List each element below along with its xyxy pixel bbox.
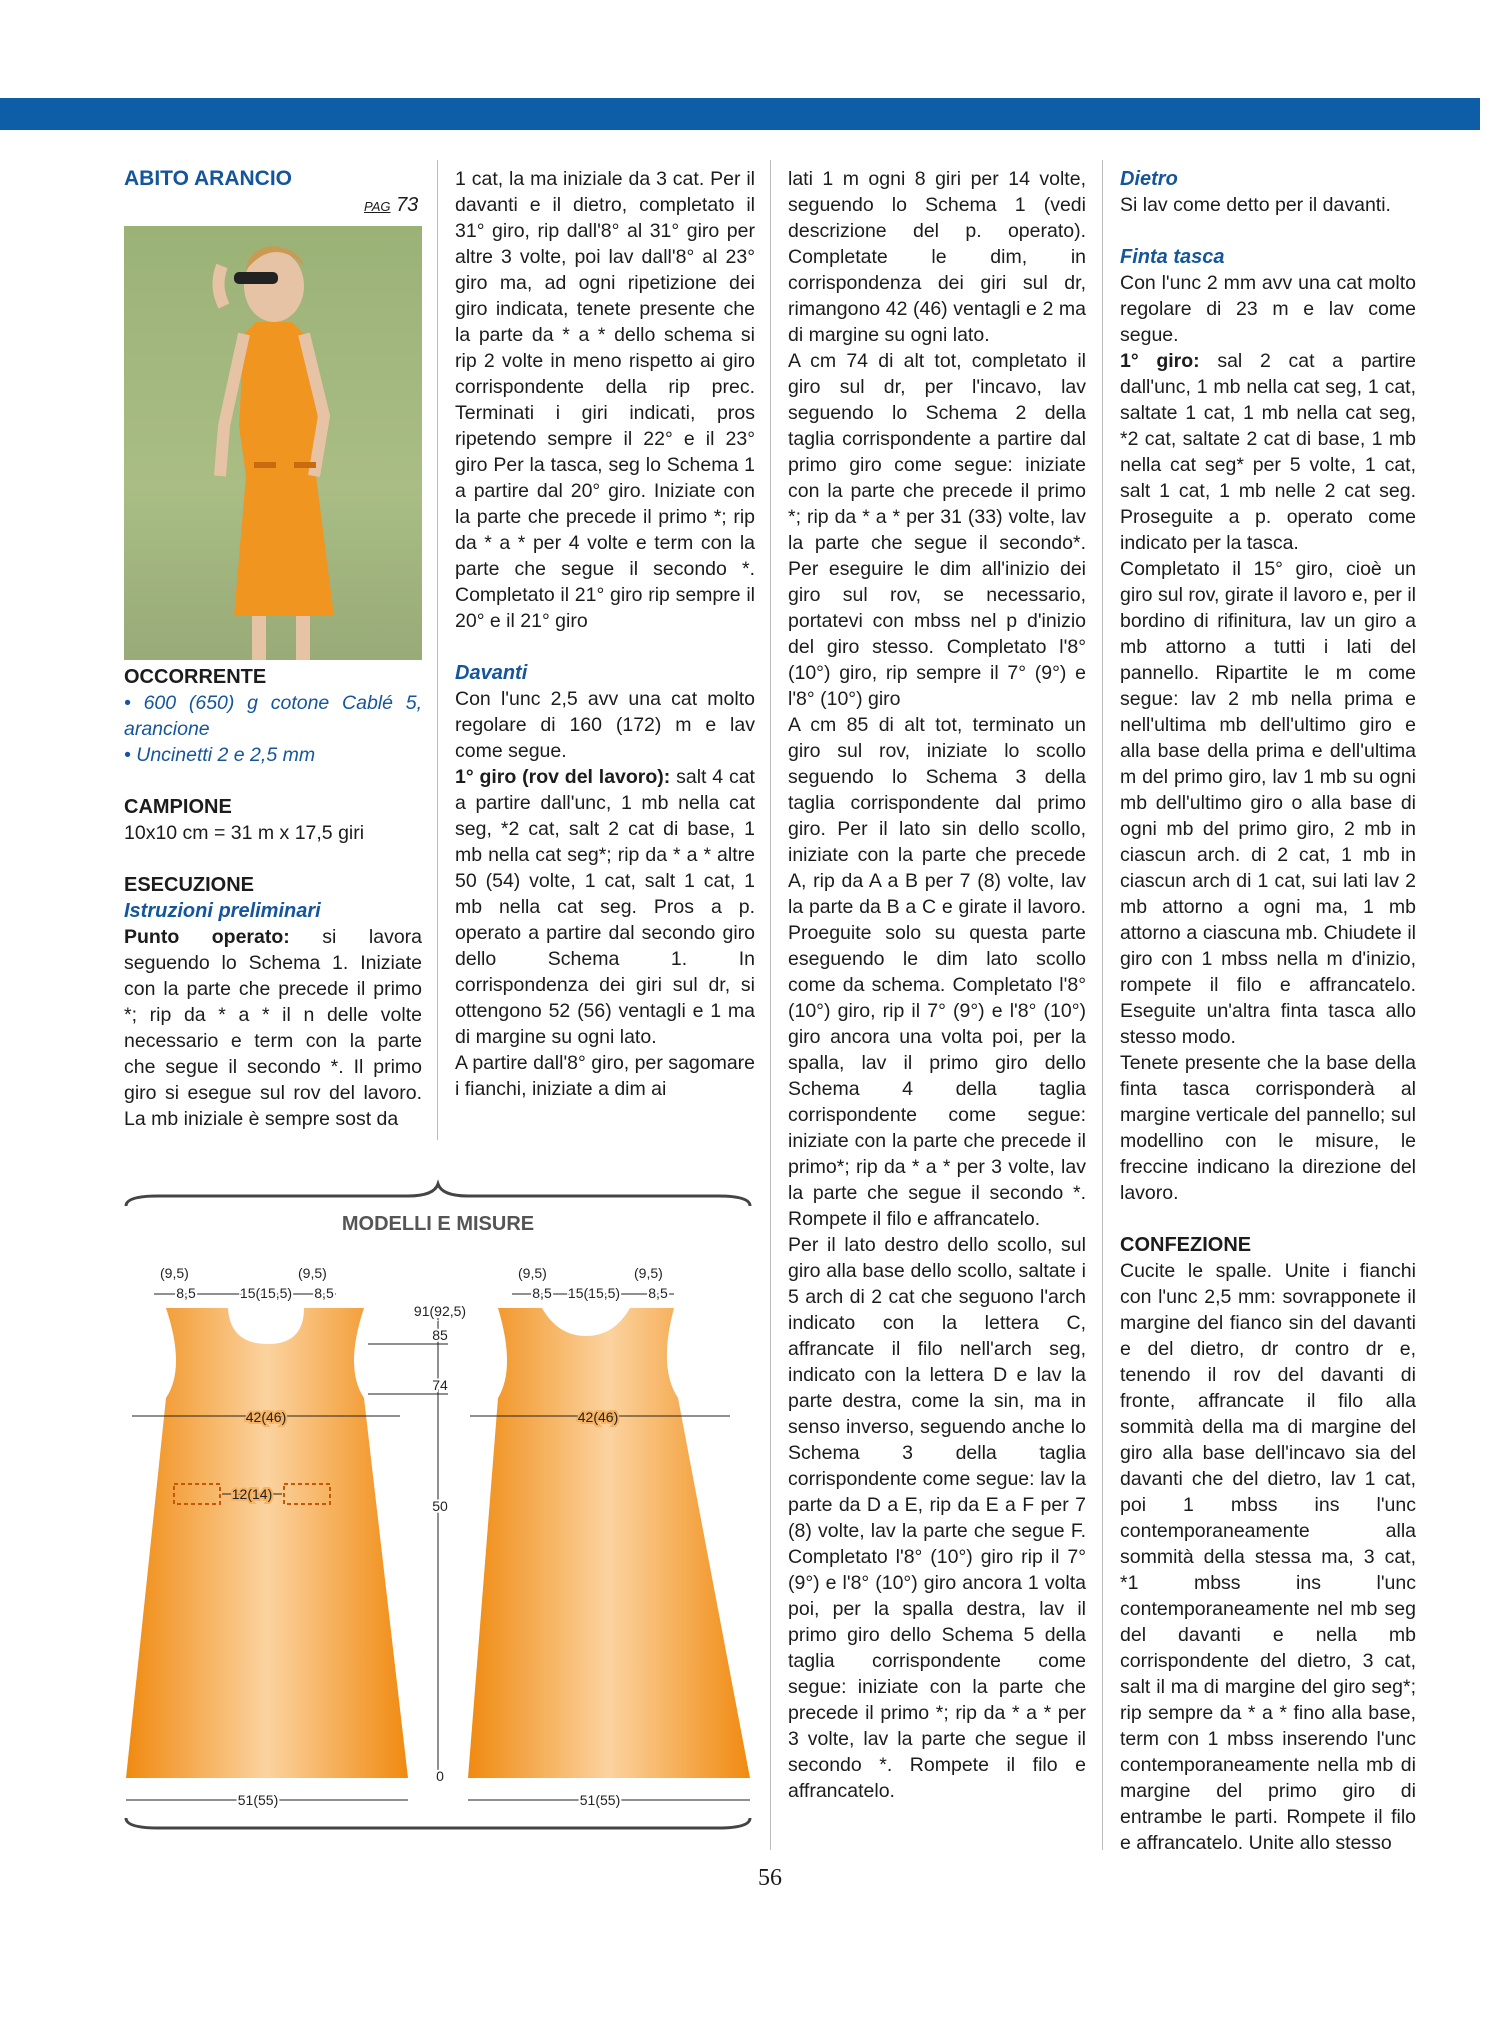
column-1-body (124, 664, 422, 1132)
diagram-title: MODELLI E MISURE (341, 1213, 535, 1235)
height-label: 74 (432, 1377, 448, 1393)
column-3 (788, 166, 1086, 1804)
paragraph: Con l'unc 2,5 avv una cat molto regolare di 160 (172) m e lav come segue. (455, 688, 755, 762)
front-piece-shape (126, 1308, 408, 1778)
hem-label: 51(55) (579, 1792, 621, 1808)
paragraph: 1° giro: sal 2 cat a partire dall'unc, 1 mb nella cat seg, 1 cat, saltate 1 cat, 1 mb nella cat seg, *2 cat, saltate 2 cat di base, 1 mb nella cat seg* per 5 volte, 1 cat, salt 1 cat, 1 mb nelle 2 cat seg. Proseguite a p. operato come indicato per la tasca. (1120, 350, 1416, 554)
top-label: (9,5) (160, 1265, 189, 1281)
page-reference: PAG 73 (364, 194, 419, 216)
shoulder-label: 8,5 (532, 1285, 552, 1301)
back-piece-shape (468, 1308, 750, 1778)
height-label: 0 (436, 1768, 444, 1784)
model-photo (124, 226, 422, 660)
paragraph: 1° giro (rov del lavoro): salt 4 cat a partire dall'unc, 1 mb nella cat seg, *2 cat, salt 2 cat di base, 1 mb nella cat seg*; rip da * a * altre 50 (54) volte, 1 cat, salt 1 cat, 1 mb nella cat seg. Pros a p. operato a partire dal secondo giro dello Schema 1. In corrispondenza dei giri sul dr, si ottengono 52 (56) ventagli e 1 ma di margine su ogni lato. (455, 766, 755, 1048)
paragraph: Completato il 15° giro, cioè un giro sul rov, girate il lavoro e, per il bordino di rifinitura, lav un giro a mb attorno a tutti i lati del pannello. Ripartite le m come segue: lav 2 mb nella prima e nell'ultima mb dell'ultimo giro e alla base della prima e dell'ultima m del primo giro, lav 1 mb su ogni mb dell'ultimo giro o alla base di ogni mb del primo giro, 2 mb in ciascun arch. di 2 cat, 1 mb in ciascun arch di 1 cat, sui lati lav 2 mb attorno a ogni ma, 1 mb attorno a ciascuna mb. Chiudete il giro con 1 mbss nella m d'inizio, rompete il filo e affrancatelo. Eseguite un'altra finta tasca allo stesso modo. (1120, 558, 1416, 1048)
width-mid-label: 42(46) (577, 1409, 619, 1425)
neck-label: 15(15,5) (239, 1285, 293, 1301)
header-band (0, 98, 1480, 130)
paragraph: Cucite le spalle. Unite i fianchi con l'unc 2,5 mm: sovrapponete il margine del fianco sin del davanti e del dietro, dr contro dr e, tenendo il rov del davanti di fronte, affrancate il filo alla sommità della ma di margine del giro alla base dell'incavo sia del davanti che del dietro, lav 1 cat, poi 1 mbss ins l'unc contemporaneamente alla sommità della stessa ma, 3 cat, *1 mbss ins l'unc contemporaneamente nel mb seg del davanti e nella mb corrispondente del dietro, 3 cat, salt il ma di margine del giro seg*; rip sempre da * a * fino alla base, term con 1 mbss inserendo l'unc contemporaneamente nella mb di margine del primo giro di entrambe le parti. Rompete il filo e affrancatelo. Unite allo stesso (1120, 1260, 1416, 1854)
column-divider (770, 160, 771, 1850)
paragraph: Per il lato destro dello scollo, sul giro alla base dello scollo, saltate i 5 arch di 2 cat che seguono l'arch indicato con la lettera C, affrancate il filo nell'arch seg, indicato con la lettera D e lav la parte destra, come la sin, ma in senso inverso, seguendo anche lo Schema 3 della taglia corrispondente come segue: lav la parte da D a E, rip da E a F per 7 (8) volte, lav la parte che segue F. Completato l'8° (10°) giro rip il 7° (9°) e l'8° (10°) giro ancora 1 volta poi, per la spalla destra, lav il primo giro dello Schema 5 della taglia corrispondente come segue: iniziate con la parte che precede il primo *; rip da * a * per 3 volte, lav la parte che segue il secondo *. Rompete il filo e affrancatelo. (788, 1234, 1086, 1802)
istruzioni-heading: Istruzioni preliminari (124, 900, 321, 922)
page-number: 56 (758, 1865, 782, 1891)
occorrente-heading: OCCORRENTE (124, 666, 267, 688)
paragraph: A partire dall'8° giro, per sagomare i fianchi, iniziate a dim ai (455, 1052, 755, 1100)
diagram-svg (118, 1178, 758, 1838)
top-label: (9,5) (298, 1265, 327, 1281)
bottom-brace (126, 1818, 750, 1828)
finta-tasca-heading: Finta tasca (1120, 246, 1225, 268)
pattern-title: ABITO ARANCIO (124, 167, 292, 190)
material-item: • Uncinetti 2 e 2,5 mm (124, 744, 316, 766)
dress-photo-illustration (124, 226, 422, 660)
davanti-heading: Davanti (455, 662, 528, 684)
height-label: 91(92,5) (413, 1303, 467, 1319)
neck-label: 15(15,5) (567, 1285, 621, 1301)
confezione-heading: CONFEZIONE (1120, 1234, 1252, 1256)
shoulder-label: 8,5 (176, 1285, 196, 1301)
pocket-width-label: 12(14) (231, 1486, 273, 1502)
esecuzione-heading: ESECUZIONE (124, 874, 255, 896)
dietro-heading: Dietro (1120, 168, 1178, 190)
punto-paragraph: Punto operato: si lavora seguendo lo Schema 1. Iniziate con la parte che precede il primo *; rip da * a * il n delle volte necessario e term con la parte che segue il secondo *. Il primo giro si esegue sul rov del lavoro. La mb iniziale è sempre sost da (124, 926, 423, 1130)
shoulder-label: 8,5 (648, 1285, 668, 1301)
width-mid-label: 42(46) (245, 1409, 287, 1425)
paragraph: A cm 85 di alt tot, terminato un giro sul rov, iniziate lo scollo seguendo lo Schema 3 della taglia corrispondente dal primo giro. Per il lato sin dello scollo, iniziate con la parte che precede A, rip da A a B per 7 (8) volte, lav la parte da B a C e girate il lavoro. Proeguite solo su questa parte eseguendo le dim lato scollo come da schema. Completato l'8° (10°) giro, rip il 7° (9°) e l'8° (10°) giro ancora una volta poi, per la spalla, lav il primo giro dello Schema 4 della taglia corrispondente come segue: iniziate con la parte che precede il primo*; rip da * a * per 3 volte, lav la parte che segue il secondo *. Rompete il filo e affrancatelo. (788, 714, 1086, 1230)
height-label: 85 (432, 1327, 448, 1343)
paragraph: 1 cat, la ma iniziale da 3 cat. Per il davanti e il dietro, completato il 31° giro, rip dall'8° al 31° giro per altre 3 volte, poi lav dall'8° al 23° giro ma, ad ogni ripetizione dei giro indicata, tenete presente che la parte da * a * dello schema si rip 2 volte in meno rispetto ai giro corrispondente della rip prec. Terminati i giri indicati, pros ripetendo sempre il 22° e il 23° giro Per la tasca, seg lo Schema 1 a partire dal 20° giro. Iniziate con la parte che precede il primo *; rip da * a * per 4 volte e term con la parte che segue il secondo *. Completato il 21° giro rip sempre il 20° e il 21° giro (455, 168, 755, 632)
campione-heading: CAMPIONE (124, 796, 232, 818)
shoulder-label: 8,5 (314, 1285, 334, 1301)
top-label: (9,5) (518, 1265, 547, 1281)
column-2 (455, 166, 755, 1102)
top-brace (126, 1184, 750, 1206)
paragraph: Con l'unc 2 mm avv una cat molto regolare di 23 m e lav come segue. (1120, 272, 1416, 346)
paragraph: A cm 74 di alt tot, completato il giro sul dr, per l'incavo, lav seguendo lo Schema 2 della taglia corrispondente a partire dal primo giro come segue: iniziate con la parte che precede il primo *; rip da * a * per 31 (33) volte, lav la parte che segue il secondo*. Per eseguire le dim all'inizio dei giro sul rov, se necessario, portatevi con mbss nel p d'inizio del giro stesso. Completato l'8° (10°) giro, rip sempre il 7° (9°) e l'8° (10°) giro (788, 350, 1086, 710)
paragraph: lati 1 m ogni 8 giri per 14 volte, seguendo lo Schema 1 (vedi descrizione del p. operato). Completate le dim, in corrispondenza dei giri sul dr, rimangono 42 (46) ventagli e 2 ma di margine su ogni lato. (788, 168, 1086, 346)
material-item: • 600 (650) g cotone Cablé 5, arancione (124, 692, 422, 740)
height-label: 50 (432, 1498, 448, 1514)
column-divider (437, 160, 438, 1140)
measurement-diagram (118, 1178, 758, 1838)
campione-text: 10x10 cm = 31 m x 17,5 giri (124, 822, 365, 844)
paragraph: Tenete presente che la base della finta tasca corrisponderà al margine verticale del pannello; sul modellino con le misure, le freccine indicano la direzione del lavoro. (1120, 1052, 1416, 1204)
column-4 (1120, 166, 1416, 1856)
column-1 (124, 166, 422, 192)
paragraph: Si lav come detto per il davanti. (1120, 194, 1391, 216)
column-divider (1102, 160, 1103, 1850)
top-label: (9,5) (634, 1265, 663, 1281)
hem-label: 51(55) (237, 1792, 279, 1808)
